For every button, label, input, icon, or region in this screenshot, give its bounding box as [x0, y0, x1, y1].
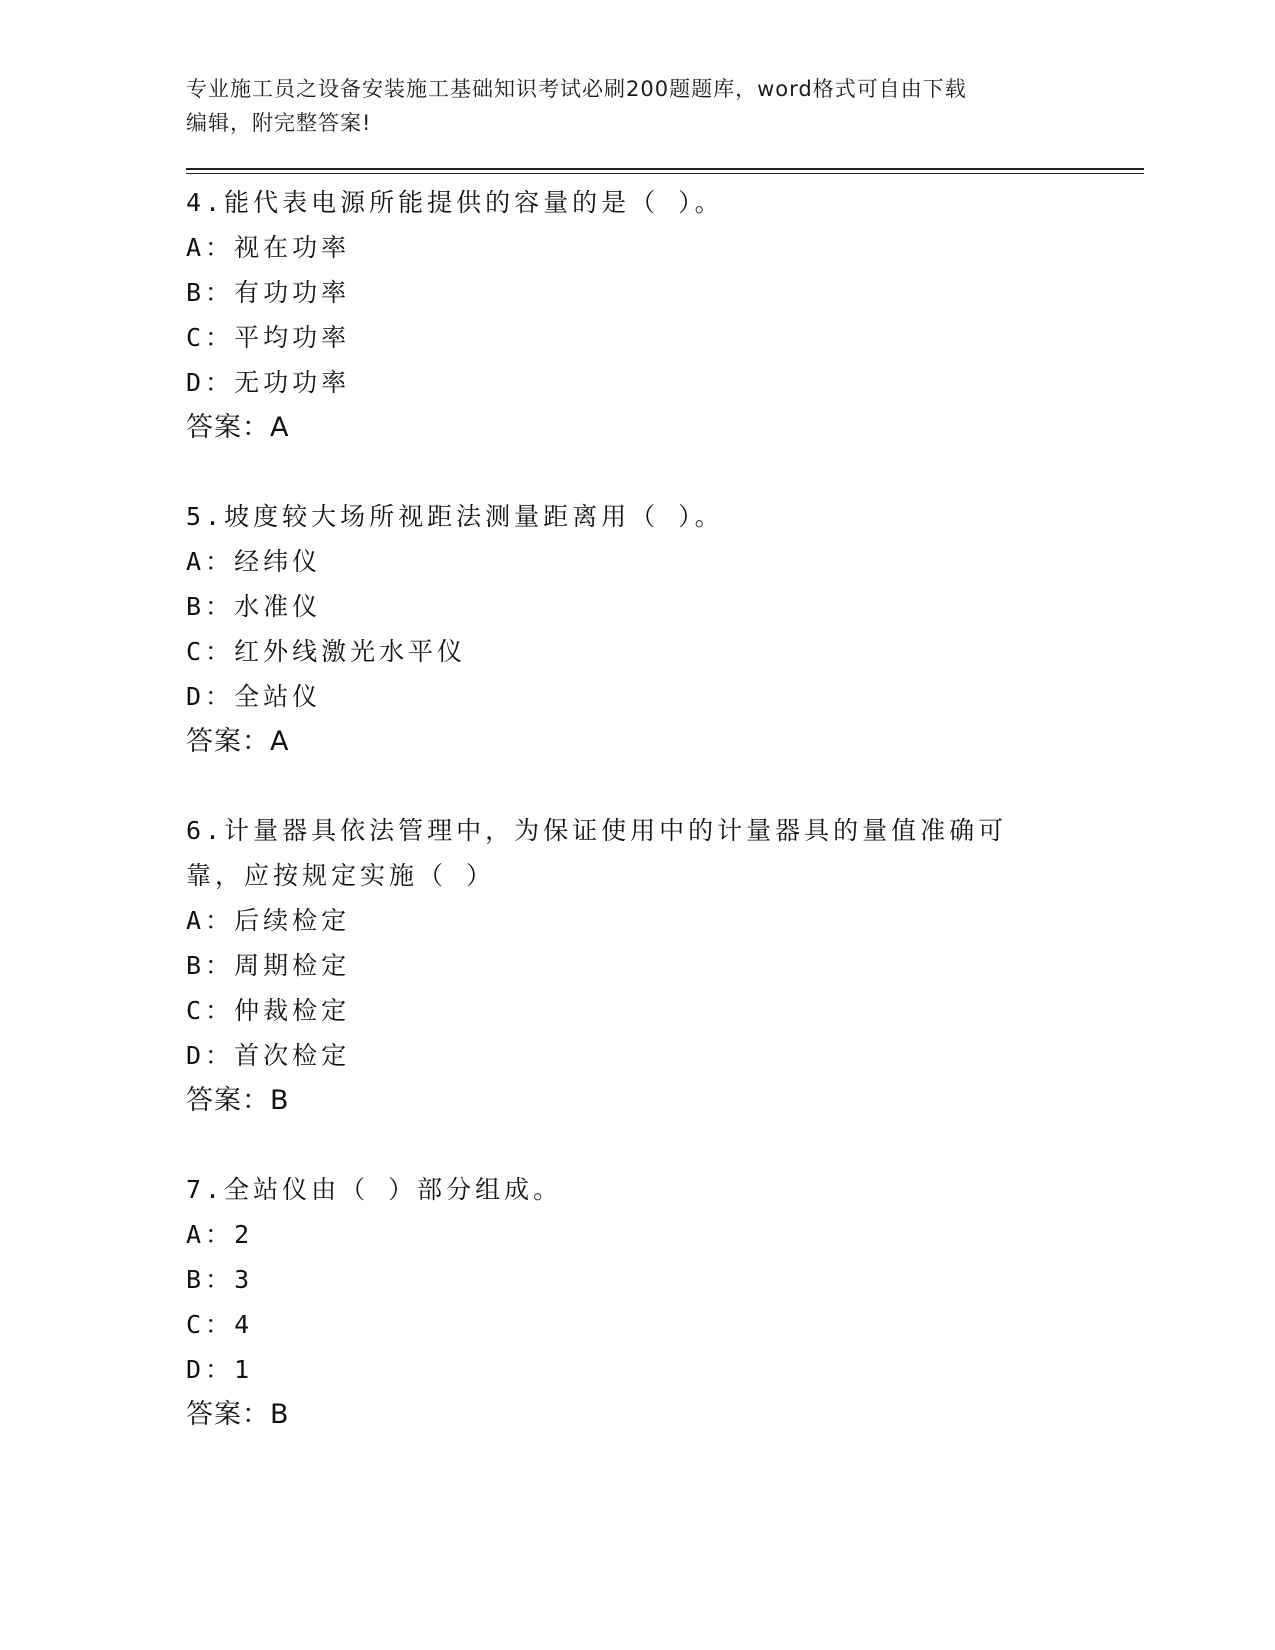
option-text: 后续检定 — [234, 906, 351, 935]
option-letter: C： — [186, 637, 235, 666]
option-c — [186, 988, 1146, 1033]
question-stem: 6.计量器具依法管理中，为保证使用中的计量器具的量值准确可靠，应按规定实施（ ） — [186, 816, 1008, 890]
option-c — [186, 315, 1146, 360]
option-letter: D： — [186, 1041, 235, 1070]
option-c — [186, 629, 1146, 674]
option-letter: D： — [186, 682, 235, 711]
option-text: 全站仪 — [234, 682, 322, 711]
question-item — [186, 494, 1146, 764]
option-d — [186, 360, 1146, 405]
option-letter: A： — [186, 1220, 235, 1249]
option-text: 3 — [234, 1265, 254, 1294]
option-text: 无功功率 — [234, 368, 351, 397]
option-text: 2 — [234, 1220, 254, 1249]
option-a — [186, 1212, 1146, 1257]
option-letter: B： — [186, 278, 235, 307]
option-text: 首次检定 — [234, 1041, 351, 1070]
option-letter: C： — [186, 1310, 235, 1339]
option-text: 红外线激光水平仪 — [234, 637, 467, 666]
option-d — [186, 1347, 1146, 1392]
question-item — [186, 808, 1146, 1123]
question-stem: 5.坡度较大场所视距法测量距离用（ ）。 — [186, 502, 724, 531]
question-stem: 7.全站仪由（ ）部分组成。 — [186, 1175, 563, 1204]
question-item — [186, 180, 1146, 450]
question-list — [186, 180, 1146, 1437]
option-letter: D： — [186, 368, 235, 397]
question-item — [186, 1167, 1146, 1437]
option-text: 周期检定 — [234, 951, 351, 980]
option-text: 经纬仪 — [234, 547, 322, 576]
option-text: 视在功率 — [234, 233, 351, 262]
answer-line: 答案：A — [186, 412, 290, 443]
option-text: 1 — [234, 1355, 254, 1384]
option-text: 仲裁检定 — [234, 996, 351, 1025]
option-letter: A： — [186, 547, 235, 576]
option-text: 平均功率 — [234, 323, 351, 352]
option-a — [186, 539, 1146, 584]
option-letter: B： — [186, 951, 235, 980]
option-text: 4 — [234, 1310, 254, 1339]
document-page — [186, 72, 1146, 1481]
option-text: 有功功率 — [234, 278, 351, 307]
header-divider — [186, 168, 1144, 174]
document-header — [186, 72, 1146, 140]
header-line-1: 专业施工员之设备安装施工基础知识考试必刷200题题库，word格式可自由下载 — [186, 77, 967, 101]
option-letter: B： — [186, 1265, 235, 1294]
option-letter: C： — [186, 323, 235, 352]
question-stem: 4.能代表电源所能提供的容量的是（ ）。 — [186, 188, 724, 217]
option-b — [186, 1257, 1146, 1302]
option-a — [186, 898, 1146, 943]
option-letter: B： — [186, 592, 235, 621]
answer-line: 答案：B — [186, 1399, 290, 1430]
option-a — [186, 225, 1146, 270]
option-letter: A： — [186, 233, 235, 262]
option-b — [186, 270, 1146, 315]
answer-line: 答案：A — [186, 726, 290, 757]
option-c — [186, 1302, 1146, 1347]
option-letter: D： — [186, 1355, 235, 1384]
option-letter: C： — [186, 996, 235, 1025]
option-letter: A： — [186, 906, 235, 935]
option-text: 水准仪 — [234, 592, 322, 621]
option-b — [186, 943, 1146, 988]
option-b — [186, 584, 1146, 629]
answer-line: 答案：B — [186, 1085, 290, 1116]
option-d — [186, 1033, 1146, 1078]
header-line-2: 编辑，附完整答案! — [186, 111, 372, 135]
option-d — [186, 674, 1146, 719]
